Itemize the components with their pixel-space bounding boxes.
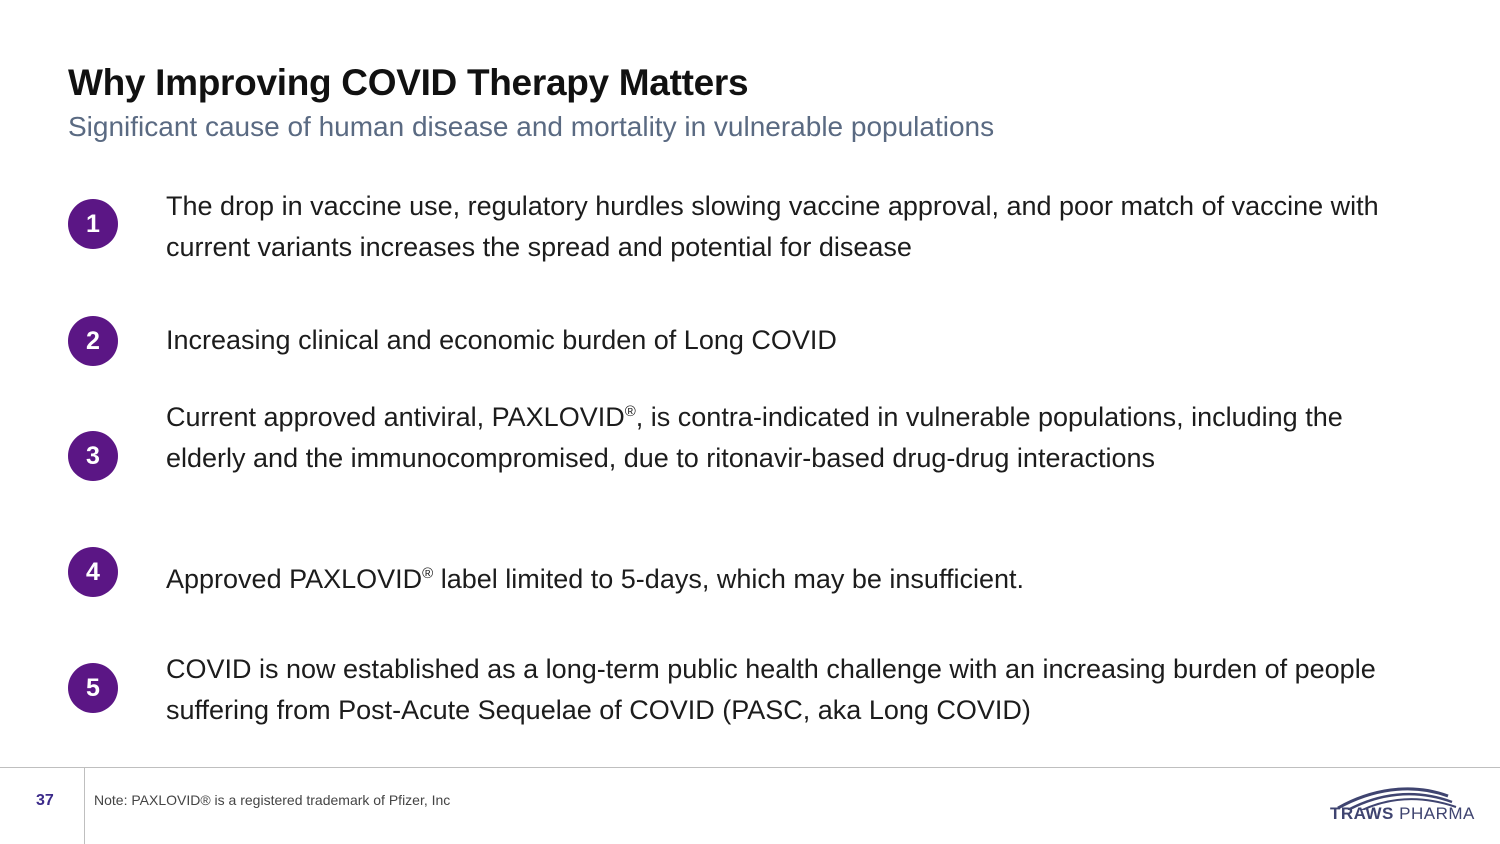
point-text: Increasing clinical and economic burden of Long COVID xyxy=(166,325,837,355)
page-number: 37 xyxy=(36,792,54,809)
point-text: Approved PAXLOVID® label limited to 5-days, which may be insufficient. xyxy=(166,564,1024,594)
logo-wordmark: TRAWS PHARMA xyxy=(1330,804,1475,823)
footer-rule xyxy=(0,767,1500,768)
footer-note: Note: PAXLOVID® is a registered trademark of Pfizer, Inc xyxy=(94,792,451,808)
number-badge: 3 xyxy=(68,431,118,481)
point-text: COVID is now established as a long-term public health challenge with an increasing burden of people suffering from Post-Acute Sequelae of COVID (PASC, aka Long COVID) xyxy=(166,654,1376,725)
number-badge: 2 xyxy=(68,316,118,366)
registered-mark: ® xyxy=(422,565,434,582)
point-text: Current approved antiviral, PAXLOVID®, is contra-indicated in vulnerable populations, including the elderly and the immunocompromised, due to ritonavir-based drug-drug interactions xyxy=(166,402,1343,473)
slide-title: Why Improving COVID Therapy Matters xyxy=(68,62,749,103)
number-badge: 5 xyxy=(68,663,118,713)
slide-subtitle: Significant cause of human disease and mortality in vulnerable populations xyxy=(68,111,995,142)
company-logo xyxy=(1330,780,1475,826)
number-badge: 4 xyxy=(68,547,118,597)
point-text: The drop in vaccine use, regulatory hurdles slowing vaccine approval, and poor match of vaccine with current variants increases the spread and potential for disease xyxy=(166,191,1379,262)
footer-divider xyxy=(84,768,85,844)
number-badge: 1 xyxy=(68,199,118,249)
registered-mark: ® xyxy=(624,403,636,420)
